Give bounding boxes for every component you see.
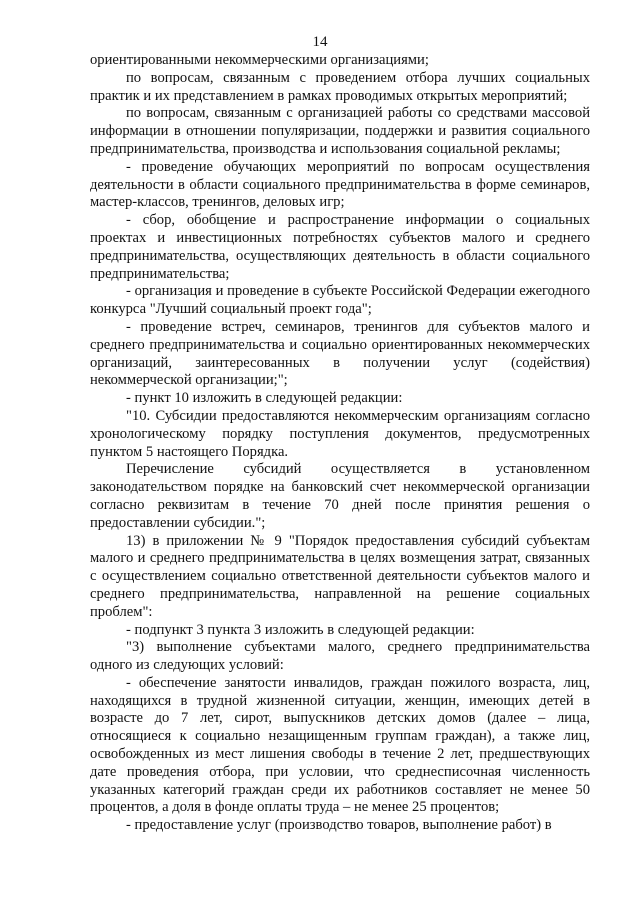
paragraph: - организация и проведение в субъекте Российской Федерации ежегодного конкурса "Лучший социальный проект года"; [90,283,590,318]
paragraph: - пункт 10 изложить в следующей редакции: [126,390,403,407]
paragraph: Перечисление субсидий осуществляется в установленном законодательством порядке на банковский счет некоммерческой организации согласно реквизитам в течение 70 дней после принятия решения о предоставлении субсидии."; [90,461,590,531]
page-number: 14 [312,34,328,50]
paragraph: - обеспечение занятости инвалидов, граждан пожилого возраста, лиц, находящихся в трудной жизненной ситуации, женщин, имеющих детей в возрасте до 7 лет, сирот, выпускников детских домов (далее – лица, относящиеся к социально незащищенным группам граждан), а также лиц, освобожденных из мест лишения свободы в течение 2 лет, предшествующих дате проведения отбора, при условии, что среднесписочная численность указанных категорий граждан среди их работников составляет не менее 50 процентов, а доля в фонде оплаты труда – не менее 25 процентов; [90,674,590,816]
paragraph: "3) выполнение субъектами малого, среднего предпринимательства одного из следующих условий: [90,639,590,674]
paragraph: - проведение встреч, семинаров, тренингов для субъектов малого и среднего предпринимательства и социально ориентированных некоммерческих организаций, заинтересованных в получении услуг (содействия) некоммерческой организации;"; [90,318,590,389]
paragraph: "10. Субсидии предоставляются некоммерческим организациям согласно хронологическому порядку поступления документов, предусмотренных пунктом 5 настоящего Порядка. [90,407,590,460]
paragraph: ориентированными некоммерческими организациями; [90,52,429,68]
paragraph: - сбор, обобщение и распространение информации о социальных проектах и инвестиционных потребностях субъектов малого и среднего предпринимательства, осуществляющих деятельность в области социального предпринимательства; [90,212,590,282]
paragraph: - подпункт 3 пункта 3 изложить в следующей редакции: [126,621,475,638]
document-body [90,52,590,835]
paragraph: - предоставление услуг (производство товаров, выполнение работ) в [126,817,552,834]
paragraph: по вопросам, связанным с организацией работы со средствами массовой информации в отношении популяризации, поддержки и развития социального предпринимательства, производства и использования социальной рекламы; [90,105,590,157]
paragraph: по вопросам, связанным с проведением отбора лучших социальных практик и их представлением в рамках проводимых открытых мероприятий; [90,69,590,104]
paragraph: - проведение обучающих мероприятий по вопросам осуществления деятельности в области социального предпринимательства в форме семинаров, мастер-классов, тренингов, деловых игр; [90,158,590,211]
paragraph: 13) в приложении № 9 "Порядок предоставления субсидий субъектам малого и среднего предпринимательства в целях возмещения затрат, связанных с осуществлением социально ответственной деятельности субъектов малого и среднего предпринимательства, направленной на решение социальных проблем": [90,532,590,620]
